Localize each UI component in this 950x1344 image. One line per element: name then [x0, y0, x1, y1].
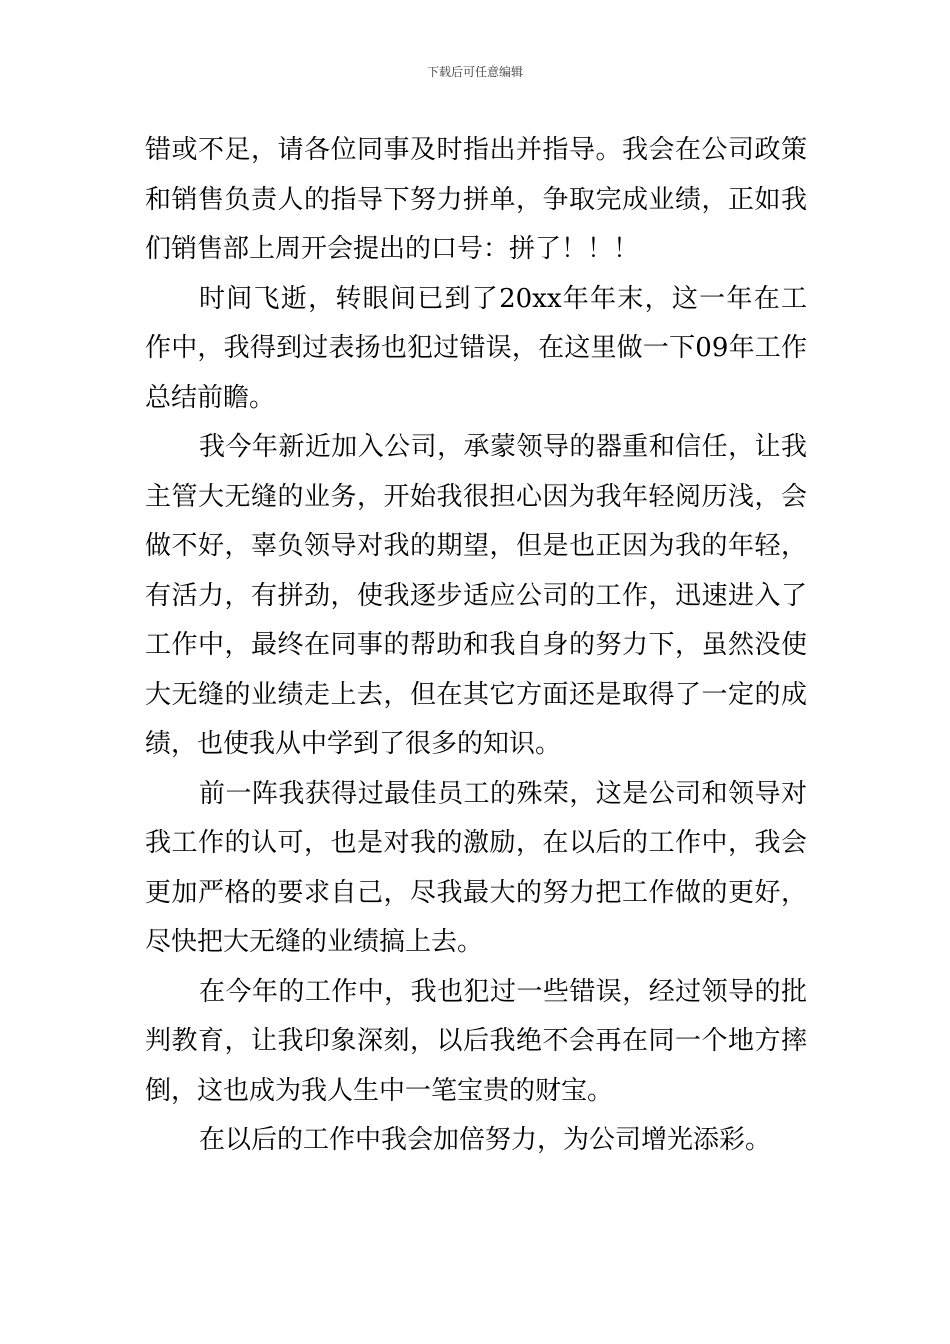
paragraph-joining-company: 我今年新近加入公司，承蒙领导的器重和信任，让我主管大无缝的业务，开始我很担心因为我年轻阅历浅，会做不好，辜负领导对我的期望，但是也正因为我的年轻，有活力，有拼劲，使我逐步适应公司的工作，迅速进入了工作中，最终在同事的帮助和我自身的努力下，虽然没使大无缝的业绩走上去，但在其它方面还是取得了一定的成绩，也使我从中学到了很多的知识。 — [145, 432, 807, 759]
page-header: 下载后可任意编辑 — [426, 65, 523, 79]
document-body — [145, 126, 807, 1166]
paragraph-best-employee: 前一阵我获得过最佳员工的殊荣，这是公司和领导对我工作的认可，也是对我的激励，在以后的工作中，我会更加严格的要求自己，尽我最大的努力把工作做的更好，尽快把大无缝的业绩搞上去。 — [145, 778, 807, 957]
paragraph-continuation: 错或不足，请各位同事及时指出并指导。我会在公司政策和销售负责人的指导下努力拼单，争取完成业绩，正如我们销售部上周开会提出的口号：拼了！！！ — [145, 135, 807, 264]
paragraph-year-end: 时间飞逝，转眼间已到了20xx年年末，这一年在工作中，我得到过表扬也犯过错误，在这里做一下09年工作总结前瞻。 — [145, 283, 807, 413]
paragraph-mistakes: 在今年的工作中，我也犯过一些错误，经过领导的批判教育，让我印象深刻，以后我绝不会再在同一个地方摔倒，这也成为我人生中一笔宝贵的财宝。 — [145, 976, 807, 1106]
paragraph-closing: 在以后的工作中我会加倍努力，为公司增光添彩。 — [199, 1125, 772, 1155]
